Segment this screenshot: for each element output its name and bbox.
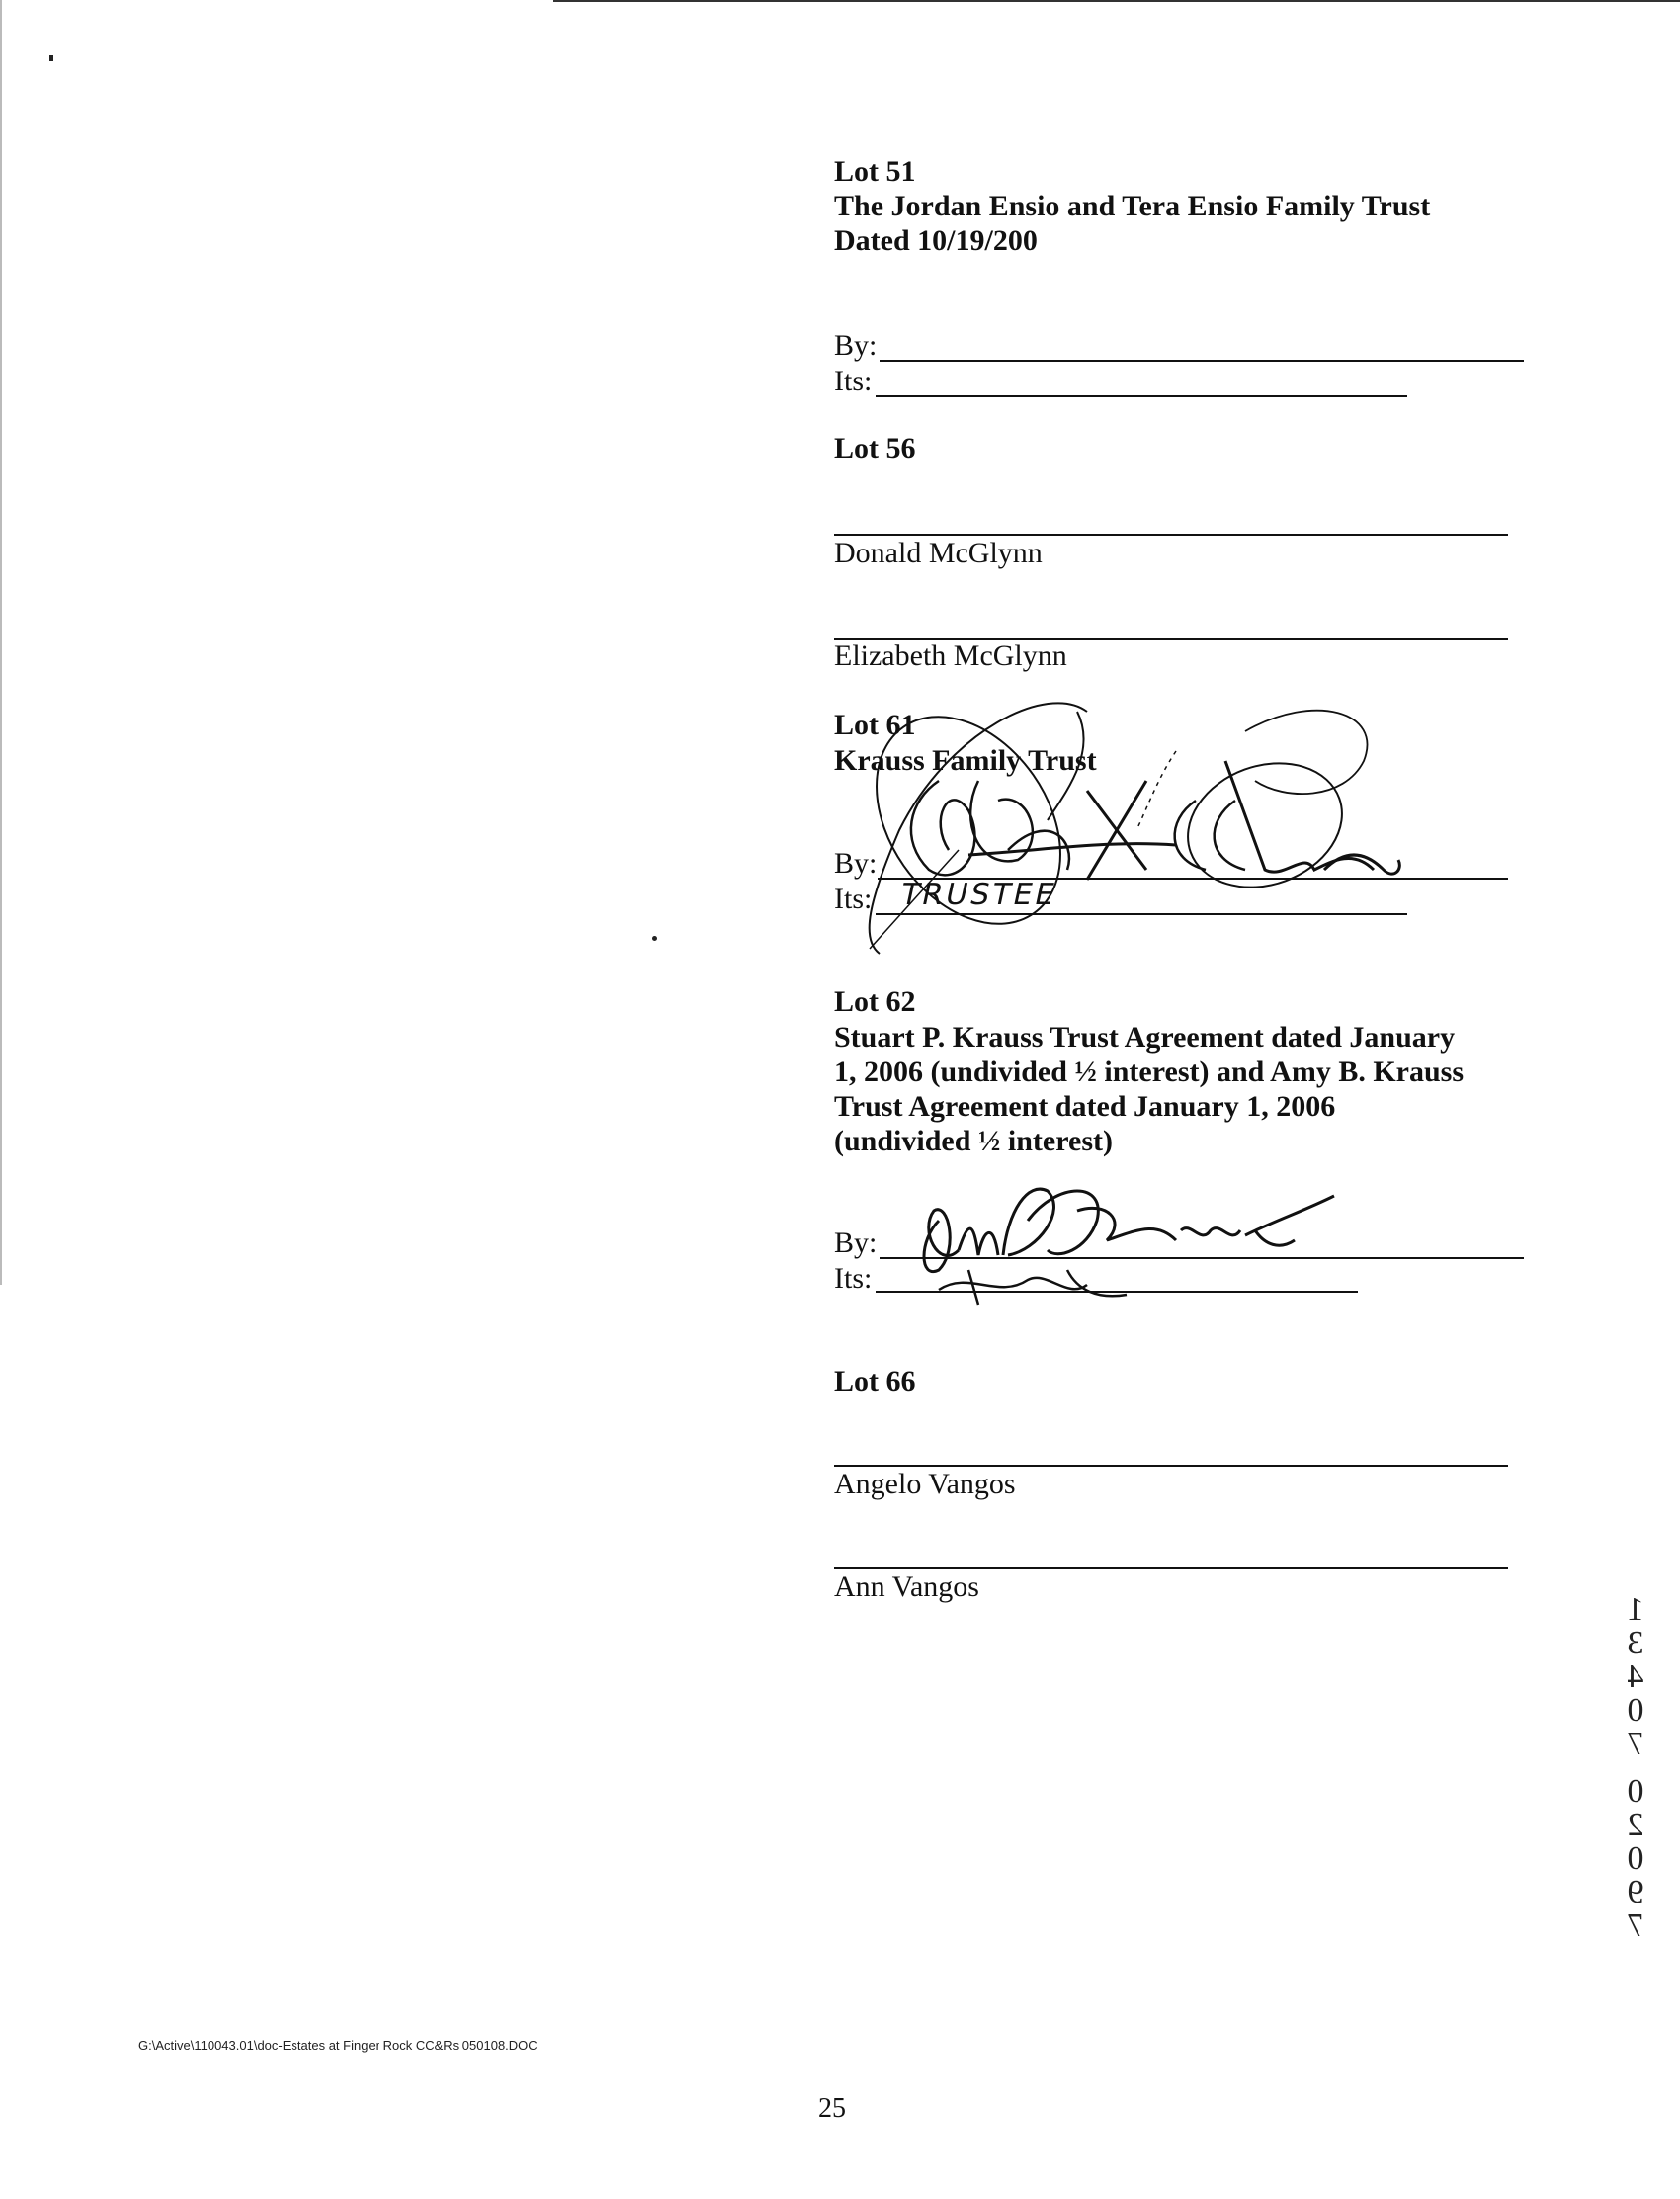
footer-file-path: G:\Active\110043.01\doc-Estates at Finger Rock CC&Rs 050108.DOC bbox=[138, 2038, 538, 2053]
lot61-its-label: Its: bbox=[834, 883, 873, 915]
lot61-handwritten-signature bbox=[850, 672, 1403, 959]
lot62-owner-line2: 1, 2006 (undivided ½ interest) and Amy B. Krauss bbox=[834, 1056, 1465, 1088]
lot62-owner-line4: (undivided ½ interest) bbox=[834, 1125, 1113, 1157]
lot61-its-line bbox=[876, 913, 1407, 915]
lot51-owner-line1: The Jordan Ensio and Tera Ensio Family Trust bbox=[834, 190, 1431, 222]
lot62-its-label: Its: bbox=[834, 1262, 873, 1295]
lot62-owner-line1: Stuart P. Krauss Trust Agreement dated January bbox=[834, 1021, 1456, 1054]
margin-digit: 7 bbox=[1627, 1726, 1644, 1762]
lot62-handwritten-signature bbox=[909, 1161, 1344, 1310]
margin-digit: 4 bbox=[1627, 1658, 1644, 1695]
lot51-its-label: Its: bbox=[834, 365, 873, 397]
page-number: 25 bbox=[818, 2093, 846, 2124]
scan-speck bbox=[49, 55, 53, 61]
margin-digit: 0 bbox=[1627, 1773, 1644, 1810]
lot61-its-handwritten: TRUSTEE bbox=[897, 878, 1061, 912]
margin-recording-number bbox=[1621, 1593, 1650, 1943]
lot51-by-label: By: bbox=[834, 329, 878, 362]
lot62-by-label: By: bbox=[834, 1226, 878, 1259]
lot51-its-line bbox=[876, 395, 1407, 397]
margin-digit: 9 bbox=[1627, 1874, 1644, 1910]
lot62-heading: Lot 62 bbox=[834, 985, 916, 1018]
scan-top-edge bbox=[553, 0, 1680, 2]
lot56-signer2-name: Elizabeth McGlynn bbox=[834, 639, 1067, 672]
margin-digit: 1 bbox=[1627, 1591, 1644, 1628]
lot56-heading: Lot 56 bbox=[834, 432, 916, 465]
scan-speck bbox=[652, 936, 657, 941]
lot56-signer1-name: Donald McGlynn bbox=[834, 537, 1043, 569]
margin-digit: 2 bbox=[1627, 1807, 1644, 1843]
lot61-owner: Krauss Family Trust bbox=[834, 744, 1097, 777]
lot66-signer2-name: Ann Vangos bbox=[834, 1570, 979, 1603]
scan-left-edge bbox=[0, 0, 2, 1285]
margin-digit: 0 bbox=[1627, 1840, 1644, 1877]
margin-digit: 3 bbox=[1627, 1625, 1644, 1661]
lot66-signer1-name: Angelo Vangos bbox=[834, 1468, 1016, 1500]
lot51-owner-line2: Dated 10/19/200 bbox=[834, 224, 1038, 257]
margin-digit: 7 bbox=[1627, 1907, 1644, 1944]
margin-digit: 0 bbox=[1627, 1692, 1644, 1729]
lot66-heading: Lot 66 bbox=[834, 1365, 916, 1397]
lot62-its-line bbox=[876, 1291, 1358, 1293]
lot62-by-signature-line bbox=[880, 1257, 1524, 1259]
lot61-by-label: By: bbox=[834, 847, 878, 880]
lot62-owner-line3: Trust Agreement dated January 1, 2006 bbox=[834, 1090, 1336, 1123]
lot51-by-signature-line bbox=[880, 360, 1524, 362]
lot51-heading: Lot 51 bbox=[834, 155, 916, 188]
lot61-heading: Lot 61 bbox=[834, 709, 916, 741]
